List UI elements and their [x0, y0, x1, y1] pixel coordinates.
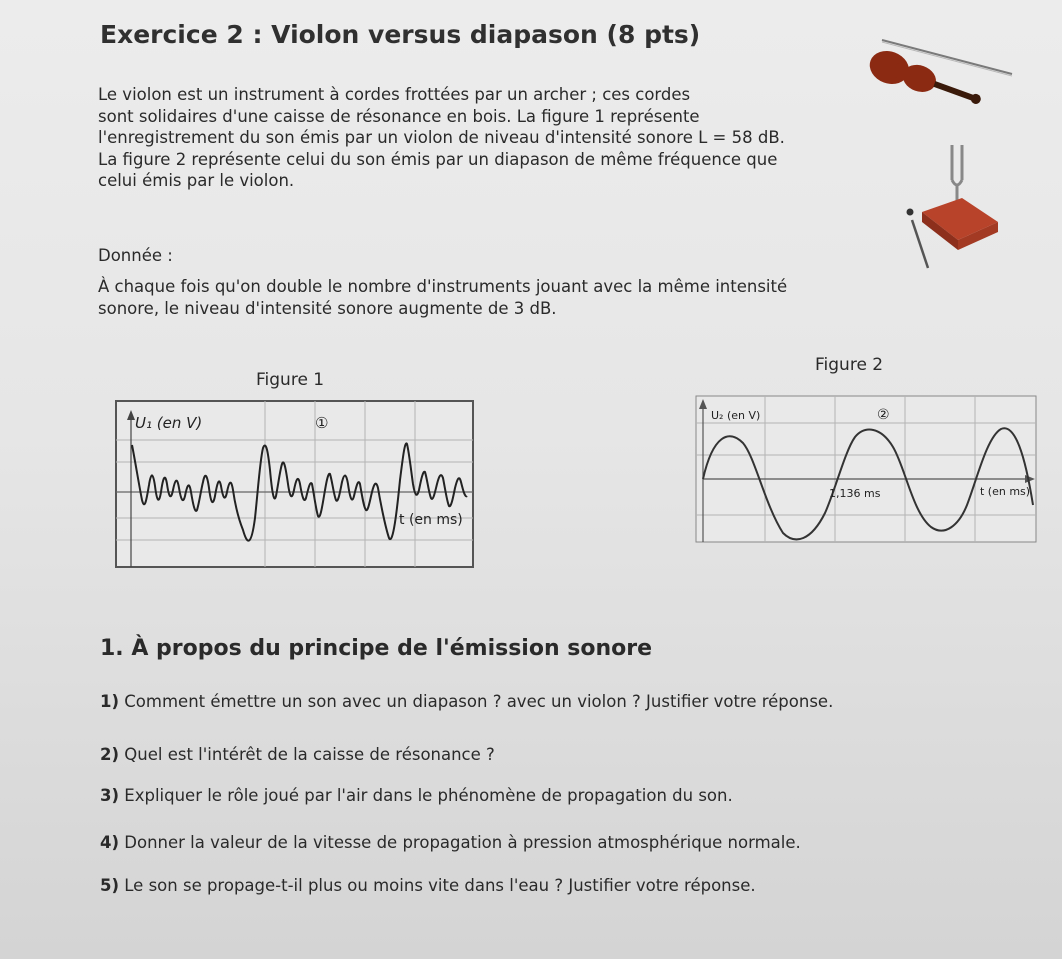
exercise-title: Exercice 2 : Violon versus diapason (8 pts)	[100, 20, 701, 49]
intro-line: Le violon est un instrument à cordes frottées par un archer ; ces cordes	[98, 85, 691, 104]
question-number: 1)	[100, 692, 120, 711]
figure-1-xlabel: t (en ms)	[399, 512, 463, 528]
intro-line: l'enregistrement du son émis par un violon de niveau d'intensité sonore L = 58 dB.	[98, 128, 785, 147]
question-number: 4)	[100, 833, 120, 852]
question-text: Comment émettre un son avec un diapason ? avec un violon ? Justifier votre réponse.	[119, 692, 834, 711]
question-1	[100, 692, 833, 711]
question-text: Donner la valeur de la vitesse de propagation à pression atmosphérique normale.	[119, 833, 801, 852]
figure-2-period-label: 1,136 ms	[829, 487, 881, 500]
question-2	[100, 745, 495, 764]
question-4	[100, 833, 801, 852]
question-number: 5)	[100, 876, 120, 895]
figure-1-label: Figure 1	[256, 370, 325, 390]
question-5	[100, 876, 756, 895]
violin-illustration	[860, 30, 1020, 125]
figure-1-graph	[115, 400, 475, 570]
question-3	[100, 786, 733, 805]
intro-line: La figure 2 représente celui du son émis par un diapason de même fréquence que	[98, 149, 778, 169]
data-text	[98, 276, 858, 319]
figure-2-number: ②	[877, 407, 890, 423]
figure-2-label: Figure 2	[815, 355, 884, 375]
intro-line: celui émis par le violon.	[98, 171, 295, 190]
figure-2-ylabel: U₂ (en V)	[711, 409, 761, 422]
section-1-title: 1. À propos du principe de l'émission sonore	[100, 636, 653, 661]
question-text: Le son se propage-t-il plus ou moins vite dans l'eau ? Justifier votre réponse.	[119, 876, 756, 895]
figure-1-number: ①	[315, 414, 329, 432]
question-text: Expliquer le rôle joué par l'air dans le phénomène de propagation du son.	[119, 786, 733, 805]
intro-paragraph	[98, 84, 818, 192]
data-line: À chaque fois qu'on double le nombre d'instruments jouant avec la même intensité	[98, 277, 788, 296]
data-label: Donnée :	[98, 246, 173, 265]
figure-2-xlabel: t (en ms)	[980, 485, 1031, 498]
data-line: sonore, le niveau d'intensité sonore augmente de 3 dB.	[98, 298, 557, 318]
figure-2-graph	[695, 395, 1040, 545]
question-text: Quel est l'intérêt de la caisse de résonance ?	[119, 745, 495, 764]
question-number: 3)	[100, 786, 120, 805]
question-number: 2)	[100, 745, 120, 764]
figure-1-ylabel: U₁ (en V)	[135, 414, 203, 432]
tuning-fork-illustration	[900, 140, 1010, 275]
intro-line: sont solidaires d'une caisse de résonance en bois. La figure 1 représente	[98, 106, 700, 126]
